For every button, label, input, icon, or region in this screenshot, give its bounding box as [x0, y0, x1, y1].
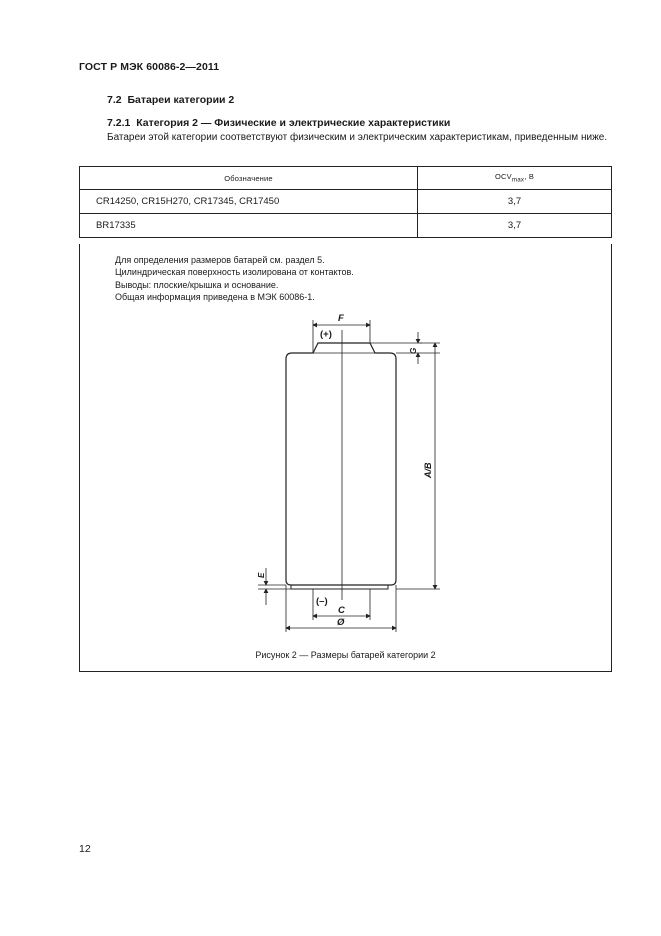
label-minus: (–)	[316, 596, 328, 607]
row-designation: BR17335	[80, 214, 418, 238]
section-title: Батареи категории 2	[127, 94, 235, 106]
label-C: C	[338, 605, 345, 616]
table-row	[80, 214, 612, 238]
row-ocv: 3,7	[418, 214, 612, 238]
label-E: E	[257, 572, 266, 578]
page-number: 12	[79, 843, 91, 855]
label-diam: Ø	[337, 617, 345, 628]
note-item: Выводы: плоские/крышка и основание.	[115, 279, 279, 290]
row-designation: CR14250, CR15H270, CR17345, CR17450	[80, 190, 418, 214]
note-item: Общая информация приведена в МЭК 60086-1.	[115, 291, 315, 302]
ocv-unit: , В	[524, 172, 535, 182]
label-F: F	[338, 313, 344, 324]
battery-dimension-drawing	[250, 310, 450, 635]
label-plus: (+)	[320, 329, 332, 340]
table-row	[80, 190, 612, 214]
row-ocv: 3,7	[418, 190, 612, 214]
ocv-main: OCV	[494, 172, 512, 182]
ocv-sub: max	[511, 176, 525, 184]
figure-caption: Рисунок 2 — Размеры батарей категории 2	[255, 650, 436, 660]
intro-paragraph: Батареи этой категории соответствуют физическим и электрическим характеристикам, приведенным ниже.	[107, 132, 608, 143]
note-item: Для определения размеров батарей см. раздел 5.	[115, 255, 325, 265]
document-header: ГОСТ Р МЭК 60086-2—2011	[79, 61, 220, 73]
characteristics-table	[79, 166, 612, 238]
section-heading	[107, 94, 234, 106]
section-number: 7.2	[107, 94, 122, 106]
subsection-heading	[107, 117, 450, 129]
subsection-title: Категория 2 — Физические и электрические характеристики	[136, 117, 451, 129]
header-ocv	[418, 167, 612, 190]
header-designation: Обозначение	[80, 167, 418, 190]
label-AB: A/B	[423, 462, 433, 478]
notes-list	[115, 254, 354, 303]
battery-body	[286, 343, 396, 585]
note-item: Цилиндрическая поверхность изолирована от контактов.	[115, 267, 354, 278]
subsection-number: 7.2.1	[107, 117, 131, 129]
table-header-row	[80, 167, 612, 190]
label-G: G	[409, 347, 418, 354]
